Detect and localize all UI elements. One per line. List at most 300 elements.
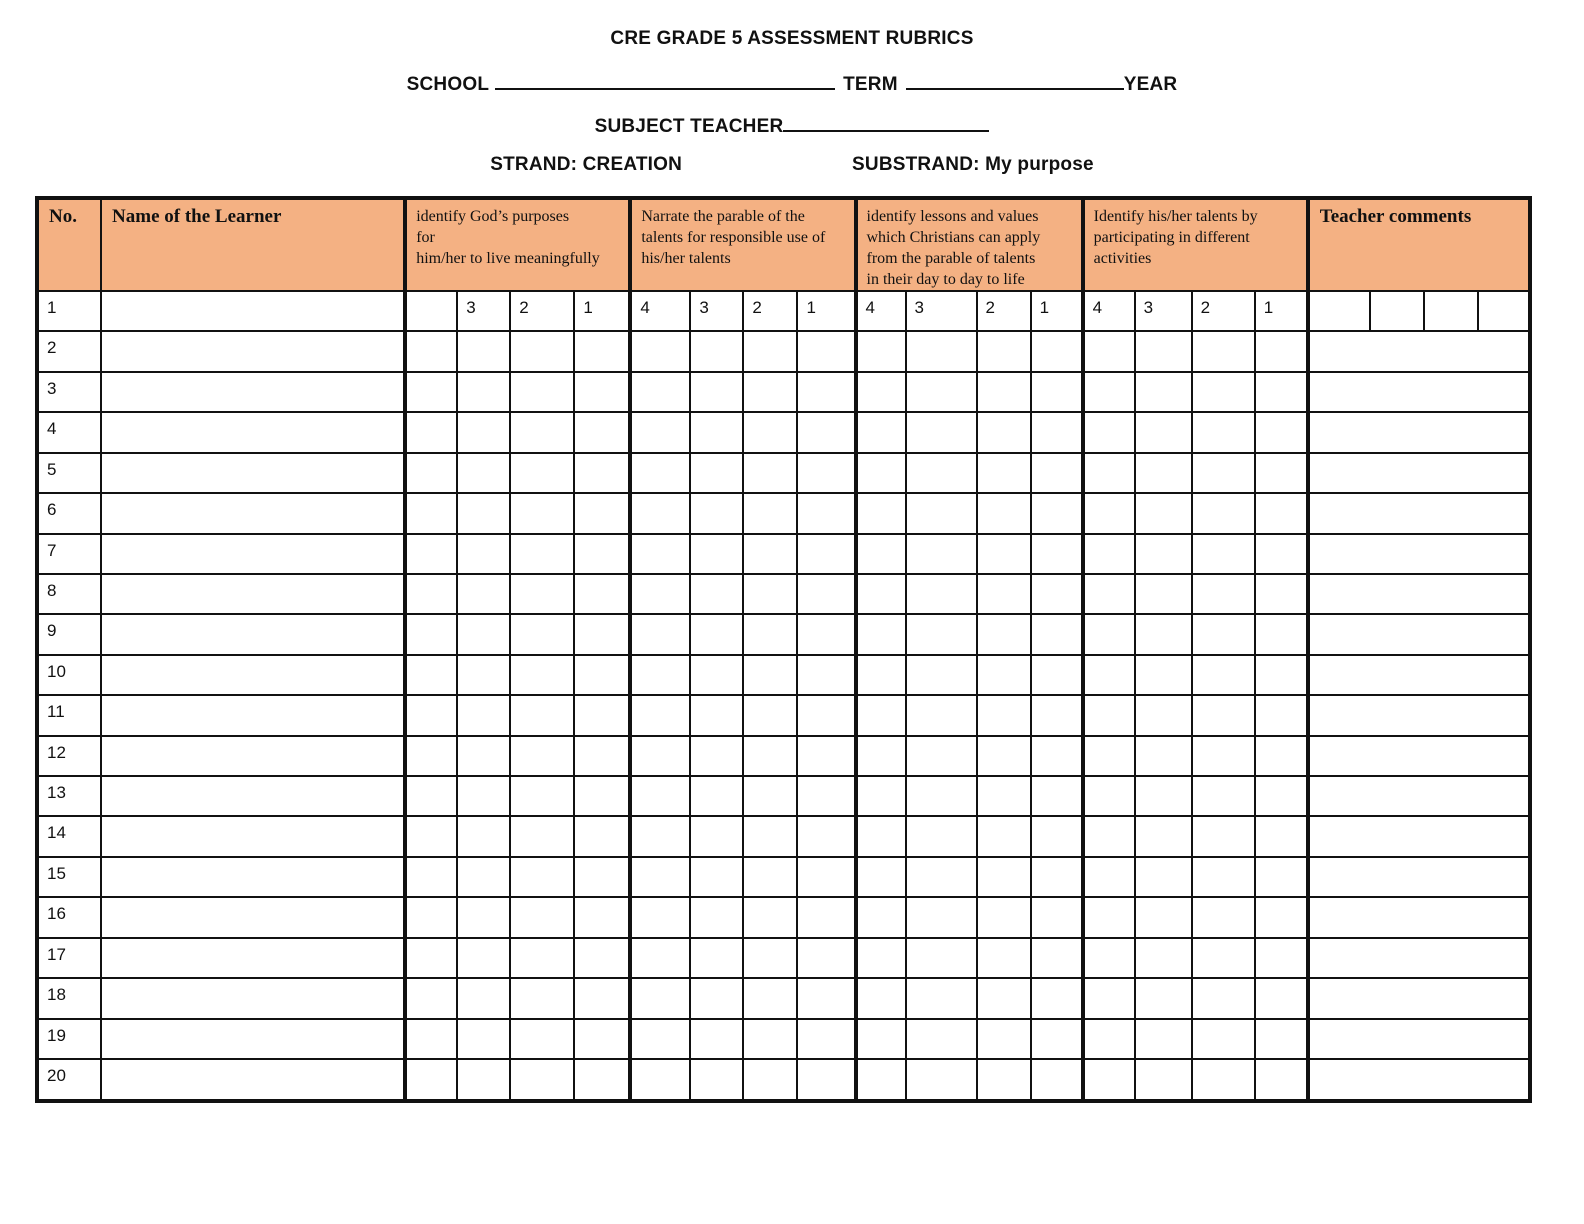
score-cell[interactable] <box>1192 1019 1255 1059</box>
score-cell[interactable] <box>797 614 855 654</box>
score-cell[interactable] <box>405 1019 457 1059</box>
score-cell[interactable] <box>1135 776 1192 816</box>
score-cell[interactable] <box>743 372 797 412</box>
score-cell[interactable] <box>1255 614 1308 654</box>
score-cell[interactable] <box>856 695 906 735</box>
score-cell[interactable] <box>1031 614 1083 654</box>
score-cell[interactable] <box>906 291 977 331</box>
score-cell[interactable] <box>856 736 906 776</box>
comment-cell[interactable] <box>1308 857 1530 897</box>
score-cell[interactable] <box>1255 655 1308 695</box>
score-cell[interactable] <box>906 776 977 816</box>
comment-cell[interactable] <box>1308 372 1530 412</box>
score-cell[interactable] <box>574 736 630 776</box>
score-cell[interactable] <box>856 372 906 412</box>
score-cell[interactable] <box>977 776 1031 816</box>
score-cell[interactable] <box>1135 574 1192 614</box>
comment-cell[interactable] <box>1308 614 1530 654</box>
score-cell[interactable] <box>797 534 855 574</box>
score-cell[interactable] <box>405 453 457 493</box>
score-cell[interactable] <box>630 291 690 331</box>
score-cell[interactable] <box>1255 331 1308 371</box>
score-cell[interactable] <box>743 493 797 533</box>
score-cell[interactable] <box>457 453 510 493</box>
score-cell[interactable] <box>690 331 743 371</box>
score-cell[interactable] <box>690 493 743 533</box>
score-cell[interactable] <box>856 816 906 856</box>
score-cell[interactable] <box>405 776 457 816</box>
score-cell[interactable] <box>977 372 1031 412</box>
score-cell[interactable] <box>1031 412 1083 452</box>
score-cell[interactable] <box>1083 1019 1135 1059</box>
comment-cell[interactable] <box>1308 695 1530 735</box>
score-cell[interactable] <box>1255 412 1308 452</box>
score-cell[interactable] <box>510 816 574 856</box>
score-cell[interactable] <box>1031 574 1083 614</box>
score-cell[interactable] <box>457 1019 510 1059</box>
score-cell[interactable] <box>690 412 743 452</box>
score-cell[interactable] <box>405 857 457 897</box>
score-cell[interactable] <box>405 331 457 371</box>
score-cell[interactable] <box>856 453 906 493</box>
score-cell[interactable] <box>574 291 630 331</box>
score-cell[interactable] <box>797 1059 855 1101</box>
score-cell[interactable] <box>797 1019 855 1059</box>
score-cell[interactable] <box>1135 655 1192 695</box>
score-cell[interactable] <box>1135 897 1192 937</box>
score-cell[interactable] <box>1083 816 1135 856</box>
learner-name-cell[interactable] <box>101 614 405 654</box>
score-cell[interactable] <box>1255 574 1308 614</box>
score-cell[interactable] <box>906 695 977 735</box>
score-cell[interactable] <box>1031 776 1083 816</box>
score-cell[interactable] <box>1255 776 1308 816</box>
score-cell[interactable] <box>743 331 797 371</box>
score-cell[interactable] <box>1135 534 1192 574</box>
score-cell[interactable] <box>856 412 906 452</box>
score-cell[interactable] <box>977 978 1031 1018</box>
score-cell[interactable] <box>574 534 630 574</box>
score-cell[interactable] <box>1031 331 1083 371</box>
score-cell[interactable] <box>574 816 630 856</box>
score-cell[interactable] <box>510 1019 574 1059</box>
comment-cell[interactable] <box>1308 978 1530 1018</box>
score-cell[interactable] <box>977 493 1031 533</box>
score-cell[interactable] <box>797 897 855 937</box>
score-cell[interactable] <box>630 493 690 533</box>
score-cell[interactable] <box>510 1059 574 1101</box>
score-cell[interactable] <box>1031 372 1083 412</box>
score-cell[interactable] <box>977 816 1031 856</box>
score-cell[interactable] <box>1083 331 1135 371</box>
score-cell[interactable] <box>1135 816 1192 856</box>
learner-name-cell[interactable] <box>101 695 405 735</box>
score-cell[interactable] <box>1255 1059 1308 1101</box>
score-cell[interactable] <box>1031 695 1083 735</box>
score-cell[interactable] <box>1255 372 1308 412</box>
score-cell[interactable] <box>1255 493 1308 533</box>
score-cell[interactable] <box>1192 412 1255 452</box>
score-cell[interactable] <box>743 412 797 452</box>
score-cell[interactable] <box>1192 938 1255 978</box>
score-cell[interactable] <box>743 857 797 897</box>
score-cell[interactable] <box>1255 978 1308 1018</box>
score-cell[interactable] <box>457 372 510 412</box>
score-cell[interactable] <box>690 736 743 776</box>
score-cell[interactable] <box>1192 534 1255 574</box>
score-cell[interactable] <box>1192 736 1255 776</box>
score-cell[interactable] <box>977 453 1031 493</box>
score-cell[interactable] <box>856 574 906 614</box>
score-cell[interactable] <box>405 978 457 1018</box>
score-cell[interactable] <box>906 978 977 1018</box>
score-cell[interactable] <box>856 534 906 574</box>
score-cell[interactable] <box>1192 291 1255 331</box>
score-cell[interactable] <box>1083 412 1135 452</box>
score-cell[interactable] <box>743 655 797 695</box>
score-cell[interactable] <box>510 897 574 937</box>
score-cell[interactable] <box>690 857 743 897</box>
score-cell[interactable] <box>1135 372 1192 412</box>
score-cell[interactable] <box>856 291 906 331</box>
score-cell[interactable] <box>906 736 977 776</box>
score-cell[interactable] <box>1031 1059 1083 1101</box>
score-cell[interactable] <box>1135 1059 1192 1101</box>
score-cell[interactable] <box>743 736 797 776</box>
score-cell[interactable] <box>1135 331 1192 371</box>
score-cell[interactable] <box>1083 938 1135 978</box>
score-cell[interactable] <box>457 736 510 776</box>
score-cell[interactable] <box>630 534 690 574</box>
comment-cell[interactable] <box>1308 938 1530 978</box>
score-cell[interactable] <box>690 372 743 412</box>
score-cell[interactable] <box>1192 978 1255 1018</box>
score-cell[interactable] <box>1083 372 1135 412</box>
score-cell[interactable] <box>1135 857 1192 897</box>
score-cell[interactable] <box>1083 1059 1135 1101</box>
score-cell[interactable] <box>1083 736 1135 776</box>
score-cell[interactable] <box>977 291 1031 331</box>
score-cell[interactable] <box>630 453 690 493</box>
score-cell[interactable] <box>405 655 457 695</box>
score-cell[interactable] <box>630 331 690 371</box>
score-cell[interactable] <box>574 574 630 614</box>
learner-name-cell[interactable] <box>101 372 405 412</box>
score-cell[interactable] <box>510 655 574 695</box>
score-cell[interactable] <box>574 372 630 412</box>
score-cell[interactable] <box>1031 978 1083 1018</box>
score-cell[interactable] <box>510 614 574 654</box>
score-cell[interactable] <box>457 857 510 897</box>
score-cell[interactable] <box>856 331 906 371</box>
score-cell[interactable] <box>457 655 510 695</box>
score-cell[interactable] <box>574 655 630 695</box>
learner-name-cell[interactable] <box>101 412 405 452</box>
comment-cell[interactable] <box>1308 1019 1530 1059</box>
score-cell[interactable] <box>690 534 743 574</box>
score-cell[interactable] <box>1192 493 1255 533</box>
score-cell[interactable] <box>630 1019 690 1059</box>
score-cell[interactable] <box>906 857 977 897</box>
score-cell[interactable] <box>906 331 977 371</box>
score-cell[interactable] <box>1083 574 1135 614</box>
score-cell[interactable] <box>574 897 630 937</box>
learner-name-cell[interactable] <box>101 736 405 776</box>
learner-name-cell[interactable] <box>101 857 405 897</box>
score-cell[interactable] <box>906 1059 977 1101</box>
score-cell[interactable] <box>797 978 855 1018</box>
score-cell[interactable] <box>906 534 977 574</box>
score-cell[interactable] <box>797 291 855 331</box>
score-cell[interactable] <box>1083 534 1135 574</box>
score-cell[interactable] <box>856 776 906 816</box>
score-cell[interactable] <box>1031 534 1083 574</box>
score-cell[interactable] <box>510 291 574 331</box>
score-cell[interactable] <box>630 736 690 776</box>
score-cell[interactable] <box>690 978 743 1018</box>
score-cell[interactable] <box>457 978 510 1018</box>
learner-name-cell[interactable] <box>101 493 405 533</box>
score-cell[interactable] <box>690 655 743 695</box>
score-cell[interactable] <box>1135 614 1192 654</box>
score-cell[interactable] <box>457 614 510 654</box>
score-cell[interactable] <box>1192 695 1255 735</box>
score-cell[interactable] <box>630 412 690 452</box>
score-cell[interactable] <box>1192 816 1255 856</box>
school-blank[interactable] <box>495 70 835 90</box>
score-cell[interactable] <box>457 534 510 574</box>
score-cell[interactable] <box>797 331 855 371</box>
score-cell[interactable] <box>906 938 977 978</box>
score-cell[interactable] <box>1083 897 1135 937</box>
score-cell[interactable] <box>690 614 743 654</box>
learner-name-cell[interactable] <box>101 897 405 937</box>
score-cell[interactable] <box>1255 1019 1308 1059</box>
score-cell[interactable] <box>510 372 574 412</box>
score-cell[interactable] <box>574 857 630 897</box>
score-cell[interactable] <box>1083 776 1135 816</box>
score-cell[interactable] <box>405 534 457 574</box>
score-cell[interactable] <box>574 776 630 816</box>
score-cell[interactable] <box>690 574 743 614</box>
score-cell[interactable] <box>457 1059 510 1101</box>
score-cell[interactable] <box>1135 938 1192 978</box>
score-cell[interactable] <box>1192 776 1255 816</box>
score-cell[interactable] <box>1135 695 1192 735</box>
score-cell[interactable] <box>797 574 855 614</box>
score-cell[interactable] <box>690 776 743 816</box>
score-cell[interactable] <box>906 614 977 654</box>
comment-cell[interactable] <box>1308 655 1530 695</box>
score-cell[interactable] <box>743 1059 797 1101</box>
score-cell[interactable] <box>1083 614 1135 654</box>
score-cell[interactable] <box>906 453 977 493</box>
score-cell[interactable] <box>510 534 574 574</box>
score-cell[interactable] <box>906 816 977 856</box>
score-cell[interactable] <box>797 655 855 695</box>
score-cell[interactable] <box>405 493 457 533</box>
score-cell[interactable] <box>1192 372 1255 412</box>
score-cell[interactable] <box>977 331 1031 371</box>
learner-name-cell[interactable] <box>101 776 405 816</box>
score-cell[interactable] <box>457 897 510 937</box>
score-cell[interactable] <box>977 655 1031 695</box>
score-cell[interactable] <box>1031 857 1083 897</box>
score-cell[interactable] <box>690 1059 743 1101</box>
score-cell[interactable] <box>1031 816 1083 856</box>
score-cell[interactable] <box>510 736 574 776</box>
score-cell[interactable] <box>906 574 977 614</box>
score-cell[interactable] <box>1255 534 1308 574</box>
score-cell[interactable] <box>574 331 630 371</box>
score-cell[interactable] <box>690 816 743 856</box>
score-cell[interactable] <box>405 1059 457 1101</box>
score-cell[interactable] <box>405 938 457 978</box>
score-cell[interactable] <box>1255 938 1308 978</box>
score-cell[interactable] <box>1083 978 1135 1018</box>
score-cell[interactable] <box>906 655 977 695</box>
comment-cell[interactable] <box>1308 412 1530 452</box>
score-cell[interactable] <box>743 534 797 574</box>
score-cell[interactable] <box>797 695 855 735</box>
score-cell[interactable] <box>743 574 797 614</box>
score-cell[interactable] <box>630 776 690 816</box>
score-cell[interactable] <box>856 655 906 695</box>
score-cell[interactable] <box>1192 1059 1255 1101</box>
score-cell[interactable] <box>1135 736 1192 776</box>
score-cell[interactable] <box>1031 1019 1083 1059</box>
score-cell[interactable] <box>630 614 690 654</box>
score-cell[interactable] <box>856 857 906 897</box>
score-cell[interactable] <box>1031 938 1083 978</box>
score-cell[interactable] <box>797 857 855 897</box>
score-cell[interactable] <box>977 412 1031 452</box>
score-cell[interactable] <box>856 493 906 533</box>
learner-name-cell[interactable] <box>101 534 405 574</box>
score-cell[interactable] <box>574 614 630 654</box>
score-cell[interactable] <box>856 938 906 978</box>
score-cell[interactable] <box>1031 493 1083 533</box>
score-cell[interactable] <box>510 574 574 614</box>
score-cell[interactable] <box>510 695 574 735</box>
comment-cell[interactable] <box>1370 291 1424 331</box>
score-cell[interactable] <box>457 331 510 371</box>
score-cell[interactable] <box>797 938 855 978</box>
score-cell[interactable] <box>1031 453 1083 493</box>
score-cell[interactable] <box>856 614 906 654</box>
score-cell[interactable] <box>1083 695 1135 735</box>
score-cell[interactable] <box>743 1019 797 1059</box>
score-cell[interactable] <box>1255 736 1308 776</box>
score-cell[interactable] <box>856 978 906 1018</box>
score-cell[interactable] <box>457 574 510 614</box>
score-cell[interactable] <box>1031 655 1083 695</box>
score-cell[interactable] <box>690 938 743 978</box>
score-cell[interactable] <box>856 1019 906 1059</box>
score-cell[interactable] <box>630 695 690 735</box>
score-cell[interactable] <box>797 372 855 412</box>
score-cell[interactable] <box>906 897 977 937</box>
score-cell[interactable] <box>797 412 855 452</box>
learner-name-cell[interactable] <box>101 816 405 856</box>
score-cell[interactable] <box>574 453 630 493</box>
score-cell[interactable] <box>977 857 1031 897</box>
score-cell[interactable] <box>405 574 457 614</box>
score-cell[interactable] <box>906 412 977 452</box>
teacher-blank[interactable] <box>783 112 989 132</box>
score-cell[interactable] <box>1255 857 1308 897</box>
score-cell[interactable] <box>977 1019 1031 1059</box>
score-cell[interactable] <box>977 695 1031 735</box>
score-cell[interactable] <box>977 938 1031 978</box>
score-cell[interactable] <box>1255 897 1308 937</box>
comment-cell[interactable] <box>1308 291 1370 331</box>
score-cell[interactable] <box>405 372 457 412</box>
score-cell[interactable] <box>574 695 630 735</box>
score-cell[interactable] <box>797 776 855 816</box>
comment-cell[interactable] <box>1478 291 1530 331</box>
score-cell[interactable] <box>405 816 457 856</box>
score-cell[interactable] <box>690 897 743 937</box>
score-cell[interactable] <box>510 453 574 493</box>
score-cell[interactable] <box>630 816 690 856</box>
comment-cell[interactable] <box>1308 1059 1530 1101</box>
score-cell[interactable] <box>457 776 510 816</box>
score-cell[interactable] <box>1192 857 1255 897</box>
score-cell[interactable] <box>574 1059 630 1101</box>
score-cell[interactable] <box>630 574 690 614</box>
learner-name-cell[interactable] <box>101 331 405 371</box>
score-cell[interactable] <box>743 614 797 654</box>
score-cell[interactable] <box>743 453 797 493</box>
score-cell[interactable] <box>574 938 630 978</box>
score-cell[interactable] <box>743 816 797 856</box>
score-cell[interactable] <box>457 412 510 452</box>
score-cell[interactable] <box>630 897 690 937</box>
score-cell[interactable] <box>405 736 457 776</box>
score-cell[interactable] <box>630 372 690 412</box>
score-cell[interactable] <box>1031 897 1083 937</box>
score-cell[interactable] <box>856 1059 906 1101</box>
score-cell[interactable] <box>457 695 510 735</box>
score-cell[interactable] <box>906 493 977 533</box>
score-cell[interactable] <box>743 978 797 1018</box>
score-cell[interactable] <box>743 897 797 937</box>
comment-cell[interactable] <box>1308 331 1530 371</box>
score-cell[interactable] <box>977 574 1031 614</box>
term-blank[interactable] <box>906 70 1124 90</box>
score-cell[interactable] <box>1192 574 1255 614</box>
score-cell[interactable] <box>797 816 855 856</box>
score-cell[interactable] <box>630 978 690 1018</box>
score-cell[interactable] <box>1192 453 1255 493</box>
score-cell[interactable] <box>630 655 690 695</box>
learner-name-cell[interactable] <box>101 938 405 978</box>
score-cell[interactable] <box>1083 493 1135 533</box>
score-cell[interactable] <box>977 614 1031 654</box>
score-cell[interactable] <box>743 291 797 331</box>
learner-name-cell[interactable] <box>101 574 405 614</box>
comment-cell[interactable] <box>1308 453 1530 493</box>
learner-name-cell[interactable] <box>101 655 405 695</box>
score-cell[interactable] <box>457 493 510 533</box>
score-cell[interactable] <box>457 291 510 331</box>
score-cell[interactable] <box>797 493 855 533</box>
comment-cell[interactable] <box>1308 816 1530 856</box>
score-cell[interactable] <box>906 372 977 412</box>
score-cell[interactable] <box>574 978 630 1018</box>
score-cell[interactable] <box>405 291 457 331</box>
